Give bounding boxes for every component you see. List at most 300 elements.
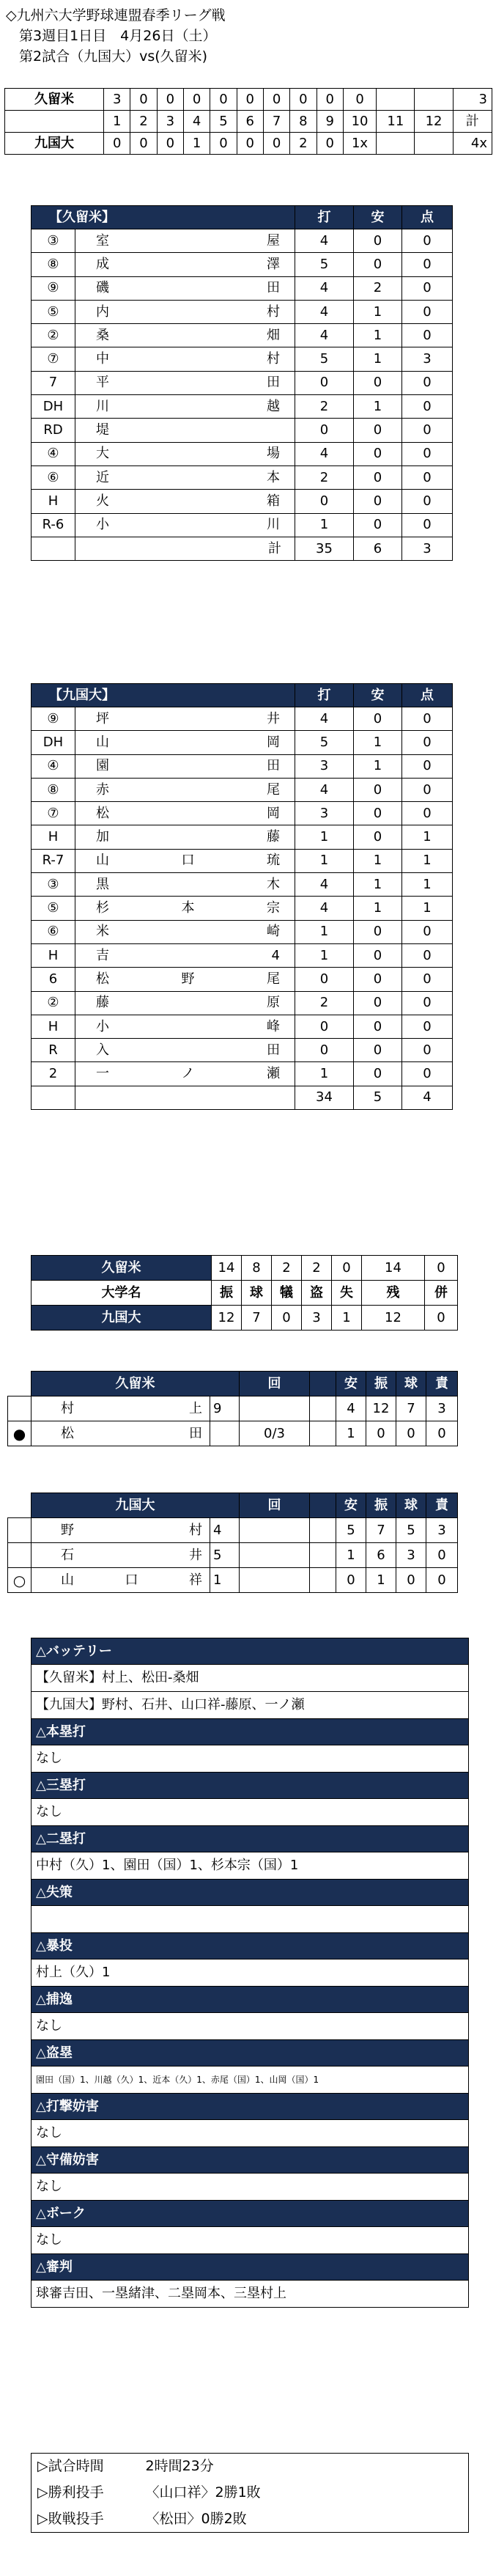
pitching-col-header: 責: [426, 1493, 458, 1518]
batter-at-bats: 0: [295, 968, 354, 991]
win-marker: ○: [8, 1568, 32, 1593]
note-line: なし: [32, 1799, 469, 1826]
team-stats-header: 犠: [272, 1281, 302, 1306]
linescore-total: 3: [453, 89, 492, 111]
batter-hits: 0: [354, 1039, 402, 1062]
batter-at-bats: 4: [295, 229, 354, 253]
batter-name: 小 峰: [75, 1015, 295, 1038]
note-line: なし: [32, 2227, 469, 2254]
batting-total-h: 6: [354, 537, 402, 560]
inning-label: 11: [377, 111, 415, 133]
batter-name: 一 ノ 瀬: [75, 1062, 295, 1086]
game-notes: [31, 1638, 469, 2308]
batter-position: H: [32, 825, 75, 849]
batter-rbi: 0: [402, 253, 453, 276]
team-stats-header: 盗: [302, 1281, 332, 1306]
team-stats-cell: 7: [242, 1306, 272, 1331]
batting-row: [32, 465, 453, 489]
batter-at-bats: 4: [295, 276, 354, 300]
batting-row: [32, 442, 453, 465]
batting-total-ab: 35: [295, 537, 354, 560]
batter-rbi: 0: [402, 229, 453, 253]
pitcher-row: [8, 1396, 458, 1421]
note-line-row: [32, 2174, 469, 2201]
batting-total-label: 計: [75, 537, 295, 560]
pitcher-innings: 1: [210, 1568, 240, 1593]
batter-position: ⑦: [32, 347, 75, 371]
team-stats-cell: 0: [425, 1256, 458, 1281]
batter-rbi: 0: [402, 419, 453, 442]
pitcher-name: 石 井: [32, 1543, 210, 1568]
batter-at-bats: 3: [295, 802, 354, 825]
batting-row: [32, 897, 453, 920]
batting-row: [32, 513, 453, 537]
pitching-col-header: 振: [366, 1372, 396, 1396]
batter-position: 2: [32, 1062, 75, 1086]
batter-position: ⑧: [32, 778, 75, 801]
pitcher-row: [8, 1518, 458, 1543]
batter-hits: 0: [354, 778, 402, 801]
note-header-row: [32, 2094, 469, 2120]
batter-position: H: [32, 490, 75, 513]
batting-total-label: [75, 1086, 295, 1109]
pitching-col-header: 回: [240, 1372, 310, 1396]
batter-rbi: 1: [402, 897, 453, 920]
batter-position: ⑨: [32, 707, 75, 731]
batter-at-bats: 1: [295, 849, 354, 872]
batter-hits: 0: [354, 707, 402, 731]
team-stats-label-header: 大学名: [32, 1281, 212, 1306]
batting-row: [32, 754, 453, 778]
team-stats-header: 併: [425, 1281, 458, 1306]
batter-name: 平 田: [75, 371, 295, 394]
batter-rbi: 0: [402, 991, 453, 1015]
team-stats-header: 失: [332, 1281, 362, 1306]
pitcher-innings-outs: 0/3: [240, 1421, 310, 1446]
batter-rbi: 1: [402, 849, 453, 872]
note-heading: △失策: [32, 1880, 469, 1906]
pitcher-earned-runs: 3: [426, 1518, 458, 1543]
note-line: 中村（久）1、園田（国）1、杉本宗（国）1: [32, 1852, 469, 1880]
batter-hits: 0: [354, 920, 402, 943]
linescore-row-home: [5, 133, 492, 155]
batting-team-label: 【九国大】: [32, 684, 295, 707]
linescore-cell: 0: [237, 89, 263, 111]
note-line: 園田（国）1、川越（久）1、近本（久）1、赤尾（国）1、山岡（国）1: [32, 2067, 469, 2094]
note-heading: △捕逸: [32, 1987, 469, 2013]
batter-hits: 0: [354, 802, 402, 825]
batting-total-rbi: 4: [402, 1086, 453, 1109]
linescore-team-name: 久留米: [5, 89, 104, 111]
team-stats-cell: 14: [212, 1256, 242, 1281]
pitcher-innings-outs: [240, 1568, 310, 1593]
linescore-cell: [415, 89, 453, 111]
batter-at-bats: 4: [295, 778, 354, 801]
batter-name: 川 越: [75, 395, 295, 419]
linescore-total: 4x: [453, 133, 492, 155]
linescore-cell: 3: [104, 89, 130, 111]
team-stats-cell: 14: [362, 1256, 425, 1281]
batting-row: [32, 371, 453, 394]
note-line-row: [32, 2013, 469, 2040]
batter-position: ⑨: [32, 276, 75, 300]
summary-loss-value: 〈松田〉0勝2敗: [145, 2510, 247, 2527]
batting-col-header: 点: [402, 206, 453, 229]
linescore-cell: [415, 133, 453, 155]
linescore-table: [4, 88, 492, 155]
team-stats-header: 残: [362, 1281, 425, 1306]
batter-name: 近 本: [75, 465, 295, 489]
pitching-team-name: 久留米: [32, 1372, 240, 1396]
batter-position: DH: [32, 731, 75, 754]
note-header-row: [32, 1880, 469, 1906]
linescore-cell: 0: [157, 89, 183, 111]
game-summary: [31, 2453, 469, 2533]
batter-at-bats: 4: [295, 873, 354, 897]
batting-col-header: 点: [402, 684, 453, 707]
note-heading: △暴投: [32, 1933, 469, 1959]
note-header-row: [32, 2254, 469, 2281]
batting-col-header: 安: [354, 206, 402, 229]
batter-at-bats: 4: [295, 442, 354, 465]
batter-rbi: 0: [402, 371, 453, 394]
batting-row: [32, 873, 453, 897]
batter-name: 内 村: [75, 300, 295, 323]
batter-name: 赤 尾: [75, 778, 295, 801]
batter-at-bats: 1: [295, 513, 354, 537]
batter-at-bats: 0: [295, 490, 354, 513]
note-header-row: [32, 2147, 469, 2174]
batter-name: 室 屋: [75, 229, 295, 253]
linescore-cell: 0: [343, 89, 376, 111]
pitcher-hits: 0: [336, 1568, 366, 1593]
inning-label: 1: [104, 111, 130, 133]
batter-position: H: [32, 1015, 75, 1038]
batter-hits: 2: [354, 276, 402, 300]
batter-at-bats: 2: [295, 991, 354, 1015]
batter-hits: 0: [354, 968, 402, 991]
inning-label: 9: [317, 111, 343, 133]
pitcher-earned-runs: 0: [426, 1568, 458, 1593]
batter-hits: 0: [354, 825, 402, 849]
batter-name: 磯 田: [75, 276, 295, 300]
pitcher-name: 松 田: [32, 1421, 210, 1446]
linescore-cell: 0: [104, 133, 130, 155]
note-heading: △審判: [32, 2254, 469, 2281]
note-line: 球審吉田、一塁緒津、二塁岡本、三塁村上: [32, 2281, 469, 2308]
summary-loss-row: [32, 2506, 469, 2533]
batter-name: 黒 木: [75, 873, 295, 897]
batting-table-away: [31, 205, 452, 561]
inning-label: 12: [415, 111, 453, 133]
batter-name: 坪 井: [75, 707, 295, 731]
pitcher-marker: [8, 1396, 32, 1421]
batting-row: [32, 968, 453, 991]
inning-label: 4: [183, 111, 210, 133]
note-line-row: [32, 2120, 469, 2147]
pitcher-strikeouts: 12: [366, 1396, 396, 1421]
pitcher-walks: 5: [396, 1518, 426, 1543]
note-line-row: [32, 1906, 469, 1933]
pitcher-walks: 0: [396, 1421, 426, 1446]
batter-name: 松 野 尾: [75, 968, 295, 991]
team-stats-cell: 0: [332, 1256, 362, 1281]
batting-row: [32, 991, 453, 1015]
pitcher-strikeouts: 1: [366, 1568, 396, 1593]
team-stats-cell: 2: [302, 1256, 332, 1281]
linescore-cell: 0: [130, 89, 157, 111]
batting-header-row: [32, 684, 453, 707]
note-line-row: [32, 1692, 469, 1719]
batting-total-h: 5: [354, 1086, 402, 1109]
linescore-cell: 0: [317, 133, 343, 155]
batter-position: ⑤: [32, 897, 75, 920]
batting-row: [32, 395, 453, 419]
note-heading: △三塁打: [32, 1773, 469, 1799]
batter-hits: 0: [354, 253, 402, 276]
batter-hits: 0: [354, 442, 402, 465]
batter-hits: 1: [354, 300, 402, 323]
pitching-grid: [7, 1493, 458, 1593]
batter-hits: 1: [354, 324, 402, 347]
batter-rbi: 1: [402, 825, 453, 849]
pitcher-earned-runs: 3: [426, 1396, 458, 1421]
linescore-team-name: 九国大: [5, 133, 104, 155]
notes-grid: [31, 1638, 469, 2308]
pitcher-strikeouts: 6: [366, 1543, 396, 1568]
batter-hits: 0: [354, 1062, 402, 1086]
note-line: なし: [32, 2174, 469, 2201]
note-header-row: [32, 2201, 469, 2227]
pitching-grid: [7, 1371, 458, 1446]
batter-at-bats: 2: [295, 395, 354, 419]
batting-row: [32, 253, 453, 276]
note-heading: △本塁打: [32, 1719, 469, 1745]
note-line-row: [32, 2281, 469, 2308]
inning-label: 7: [263, 111, 289, 133]
linescore-cell: 0: [263, 89, 289, 111]
batter-at-bats: 1: [295, 1062, 354, 1086]
batter-hits: 1: [354, 897, 402, 920]
batter-at-bats: 4: [295, 300, 354, 323]
batter-rbi: 0: [402, 513, 453, 537]
pitcher-earned-runs: 0: [426, 1543, 458, 1568]
batter-at-bats: 2: [295, 465, 354, 489]
note-line-row: [32, 1799, 469, 1826]
pitching-col-header: 振: [366, 1493, 396, 1518]
linescore-cell: 0: [237, 133, 263, 155]
batting-table-home: [31, 683, 452, 1110]
batter-position: ③: [32, 229, 75, 253]
pitching-header-row: [8, 1493, 458, 1518]
batter-rbi: 3: [402, 347, 453, 371]
inning-label-total: 計: [453, 111, 492, 133]
note-line-row: [32, 1959, 469, 1987]
batter-rbi: 0: [402, 731, 453, 754]
team-stats-cell: 8: [242, 1256, 272, 1281]
team-stats-table: [31, 1255, 458, 1331]
batter-at-bats: 0: [295, 371, 354, 394]
inning-label: 3: [157, 111, 183, 133]
pitcher-innings: 5: [210, 1543, 240, 1568]
batter-rbi: 0: [402, 968, 453, 991]
batter-name: 小 川: [75, 513, 295, 537]
batter-hits: 1: [354, 731, 402, 754]
pitcher-walks: 3: [396, 1543, 426, 1568]
summary-win-value: 〈山口祥〉2勝1敗: [145, 2484, 261, 2500]
batting-row: [32, 490, 453, 513]
pitching-col-header: 責: [426, 1372, 458, 1396]
batting-row: [32, 802, 453, 825]
team-stats-cell: 0: [272, 1306, 302, 1331]
linescore-row-away: [5, 89, 492, 111]
pitcher-hits: 4: [336, 1396, 366, 1421]
batter-rbi: 0: [402, 324, 453, 347]
batting-total-rbi: 3: [402, 537, 453, 560]
batter-at-bats: 1: [295, 920, 354, 943]
note-heading: △打撃妨害: [32, 2094, 469, 2120]
pitching-col-header: 球: [396, 1372, 426, 1396]
team-stats-row: [32, 1306, 458, 1331]
summary-loss-label: ▷敗戦投手: [37, 2510, 104, 2527]
pitcher-walks: 0: [396, 1568, 426, 1593]
batting-row: [32, 324, 453, 347]
batter-at-bats: 4: [295, 897, 354, 920]
linescore-cell: [377, 133, 415, 155]
pitching-col-header: 球: [396, 1493, 426, 1518]
batter-rbi: 0: [402, 442, 453, 465]
batting-grid: [31, 205, 453, 561]
note-header-row: [32, 1987, 469, 2013]
pitcher-earned-runs: 0: [426, 1421, 458, 1446]
batter-hits: 0: [354, 419, 402, 442]
batter-hits: 0: [354, 465, 402, 489]
batting-row: [32, 1062, 453, 1086]
linescore-cell: 0: [290, 89, 317, 111]
batter-at-bats: 1: [295, 943, 354, 967]
batter-position: ④: [32, 754, 75, 778]
batter-name: 中 村: [75, 347, 295, 371]
note-line: 【久留米】村上、松田-桑畑: [32, 1665, 469, 1692]
team-stats-cell: 12: [212, 1306, 242, 1331]
pitcher-strikeouts: 7: [366, 1518, 396, 1543]
note-heading: △バッテリー: [32, 1638, 469, 1665]
batting-row: [32, 707, 453, 731]
pitcher-hits: 1: [336, 1543, 366, 1568]
batting-total-row: [32, 537, 453, 560]
pitcher-name: 山 口 祥: [32, 1568, 210, 1593]
batter-rbi: 0: [402, 395, 453, 419]
batter-position: ③: [32, 873, 75, 897]
pitching-table-away: [7, 1371, 457, 1446]
summary-win-row: [32, 2480, 469, 2506]
batter-at-bats: 0: [295, 1039, 354, 1062]
batter-name: 山 口 琉: [75, 849, 295, 872]
note-line: 村上（久）1: [32, 1959, 469, 1987]
batting-row: [32, 943, 453, 967]
pitcher-row: [8, 1543, 458, 1568]
batter-name: 米 崎: [75, 920, 295, 943]
batter-name: 吉 4: [75, 943, 295, 967]
note-line: なし: [32, 2013, 469, 2040]
note-heading: △盗塁: [32, 2040, 469, 2067]
linescore-cell: 2: [290, 133, 317, 155]
batter-at-bats: 5: [295, 253, 354, 276]
batting-header-row: [32, 206, 453, 229]
batter-rbi: 0: [402, 943, 453, 967]
linescore-cell: 1x: [343, 133, 376, 155]
batter-name: 大 場: [75, 442, 295, 465]
batter-rbi: 1: [402, 873, 453, 897]
batting-row: [32, 920, 453, 943]
summary-time-row: [32, 2454, 469, 2480]
pitcher-innings-outs: [240, 1518, 310, 1543]
batter-hits: 0: [354, 371, 402, 394]
pitching-team-name: 九国大: [32, 1493, 240, 1518]
batter-at-bats: 5: [295, 731, 354, 754]
linescore-cell: [377, 89, 415, 111]
batter-name: 加 藤: [75, 825, 295, 849]
batter-rbi: 0: [402, 276, 453, 300]
batting-team-label: 【久留米】: [32, 206, 295, 229]
batter-position: ④: [32, 442, 75, 465]
team-stats-cell: 3: [302, 1306, 332, 1331]
batting-row: [32, 849, 453, 872]
linescore-cell: 0: [263, 133, 289, 155]
note-line-row: [32, 1852, 469, 1880]
batter-at-bats: 0: [295, 419, 354, 442]
pitcher-marker: [8, 1518, 32, 1543]
batting-row: [32, 825, 453, 849]
batting-col-header: 打: [295, 684, 354, 707]
batter-rbi: 0: [402, 300, 453, 323]
note-line: [32, 1906, 469, 1933]
batter-name: 山 岡: [75, 731, 295, 754]
batter-position: H: [32, 943, 75, 967]
linescore-cell: 0: [317, 89, 343, 111]
batting-row: [32, 276, 453, 300]
batting-row: [32, 731, 453, 754]
batter-position: R-7: [32, 849, 75, 872]
linescore-cell: 0: [210, 89, 237, 111]
title-line2: 第3週目1日目 4月26日（土）: [19, 28, 217, 44]
note-line: なし: [32, 1745, 469, 1773]
team-stats-team-name: 久留米: [32, 1256, 212, 1281]
batting-row: [32, 300, 453, 323]
pitcher-hits: 1: [336, 1421, 366, 1446]
inning-label: 6: [237, 111, 263, 133]
pitching-col-header: 回: [240, 1493, 310, 1518]
batter-name: 園 田: [75, 754, 295, 778]
batting-total-row: [32, 1086, 453, 1109]
batter-rbi: 0: [402, 1039, 453, 1062]
batter-at-bats: 4: [295, 707, 354, 731]
team-stats-header: 振: [212, 1281, 242, 1306]
note-line: なし: [32, 2120, 469, 2147]
batter-hits: 0: [354, 943, 402, 967]
batter-at-bats: 1: [295, 825, 354, 849]
batter-name: 杉 本 宗: [75, 897, 295, 920]
batter-position: ②: [32, 324, 75, 347]
inning-label: 5: [210, 111, 237, 133]
pitcher-name: 村 上: [32, 1396, 210, 1421]
batter-position: ⑧: [32, 253, 75, 276]
note-header-row: [32, 1719, 469, 1745]
summary-time-label: ▷試合時間: [37, 2458, 104, 2475]
pitcher-innings: 9: [210, 1396, 240, 1421]
batter-position: ⑥: [32, 920, 75, 943]
batter-name: 成 澤: [75, 253, 295, 276]
